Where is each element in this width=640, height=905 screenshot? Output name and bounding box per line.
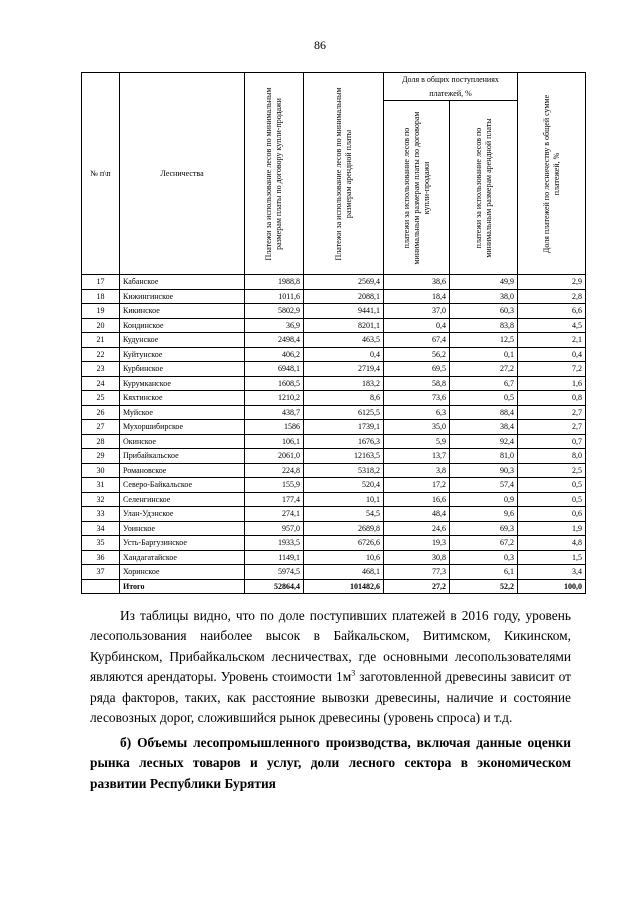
table-row [82, 420, 586, 435]
forestry-name: Курумканское [120, 376, 245, 391]
row-number: 28 [82, 434, 120, 449]
cell-value: 2088,1 [304, 289, 384, 304]
row-number: 23 [82, 362, 120, 377]
header-share-sale-text: платежи за использование лесов по минимальным размерам платы по договорам купли-продажи [401, 111, 431, 264]
cell-value: 1,5 [518, 550, 586, 565]
row-number: 24 [82, 376, 120, 391]
cell-value: 6726,6 [304, 536, 384, 551]
table-row [82, 536, 586, 551]
row-number: 36 [82, 550, 120, 565]
cell-value: 12163,5 [304, 449, 384, 464]
cell-value: 0,4 [384, 318, 450, 333]
cell-value: 13,7 [384, 449, 450, 464]
cell-value: 0,5 [450, 391, 518, 406]
cell-value: 2719,4 [304, 362, 384, 377]
cell-value: 1,6 [518, 376, 586, 391]
total-value: 52,2 [450, 579, 518, 594]
table-row [82, 434, 586, 449]
header-payments-min-lease-text: Платежи за использование лесов по минимальным размерам арендной платы [333, 86, 353, 261]
cell-value: 60,3 [450, 304, 518, 319]
cell-value: 56,2 [384, 347, 450, 362]
cell-value: 57,4 [450, 478, 518, 493]
cell-value: 19,3 [384, 536, 450, 551]
cell-value: 6125,5 [304, 405, 384, 420]
forestry-name: Курбинское [120, 362, 245, 377]
header-payments-min-sale [245, 73, 304, 275]
cell-value: 1210,2 [245, 391, 304, 406]
cell-value: 38,4 [450, 420, 518, 435]
cell-value: 0,1 [450, 347, 518, 362]
cell-value: 1933,5 [245, 536, 304, 551]
header-payments-min-sale-text: Платежи за использование лесов по минимальным размерам платы по договору купли-продажи [264, 86, 283, 261]
table-row [82, 333, 586, 348]
cell-value: 2569,4 [304, 275, 384, 290]
cell-value: 90,3 [450, 463, 518, 478]
row-number: 25 [82, 391, 120, 406]
header-share-total-text: Доля платежей по лесничеству в общей сумме платежей, % [541, 94, 561, 253]
cell-value: 0,4 [304, 347, 384, 362]
cell-value: 1739,1 [304, 420, 384, 435]
forestry-name: Романовское [120, 463, 245, 478]
forestry-name: Кижингинское [120, 289, 245, 304]
forestry-name: Хандагатайское [120, 550, 245, 565]
cell-value: 2,8 [518, 289, 586, 304]
table-row [82, 347, 586, 362]
table-row [82, 391, 586, 406]
table-row [82, 289, 586, 304]
forestry-name: Хоринское [120, 565, 245, 580]
header-share-lease [450, 101, 518, 275]
cell-value: 106,1 [245, 434, 304, 449]
cell-value: 1676,3 [304, 434, 384, 449]
header-share-lease-text: платежи за использование лесов по минимальным размерам арендной платы [473, 117, 493, 258]
row-number: 19 [82, 304, 120, 319]
cell-value: 5318,2 [304, 463, 384, 478]
table-row [82, 478, 586, 493]
table-row [82, 376, 586, 391]
paragraph-analysis-text: Из таблицы видно, что по доле поступивших платежей в 2016 году, уровень лесопользования наиболее высок в Байкальском, Витимском, Кикинском, Курбинском, Прибайкальском лесничествах, где основными лесопользователями являются арендаторы. Уровень стоимости 1м [90, 608, 571, 685]
cell-value: 3,8 [384, 463, 450, 478]
cell-value: 0,5 [518, 492, 586, 507]
row-number: 35 [82, 536, 120, 551]
forestry-name: Кудунское [120, 333, 245, 348]
forestry-name: Кикинское [120, 304, 245, 319]
total-label: Итого [120, 579, 245, 594]
cell-value: 2689,8 [304, 521, 384, 536]
cell-value: 1,9 [518, 521, 586, 536]
page-number: 86 [314, 38, 326, 52]
cell-value: 0,6 [518, 507, 586, 522]
forestry-name: Улан-Удэнское [120, 507, 245, 522]
table-row [82, 565, 586, 580]
table-row [82, 507, 586, 522]
cell-value: 36,9 [245, 318, 304, 333]
cell-value: 0,9 [450, 492, 518, 507]
cell-value: 5802,9 [245, 304, 304, 319]
cell-value: 24,6 [384, 521, 450, 536]
cell-value: 49,9 [450, 275, 518, 290]
cell-value: 67,2 [450, 536, 518, 551]
table-row [82, 362, 586, 377]
cell-value: 177,4 [245, 492, 304, 507]
cell-value: 463,5 [304, 333, 384, 348]
cell-value: 27,2 [450, 362, 518, 377]
cell-value: 0,5 [518, 478, 586, 493]
row-number: 32 [82, 492, 120, 507]
cell-value: 155,9 [245, 478, 304, 493]
cell-value: 520,4 [304, 478, 384, 493]
cell-value: 957,0 [245, 521, 304, 536]
total-value: 101482,6 [304, 579, 384, 594]
cell-value: 83,8 [450, 318, 518, 333]
cell-value: 9,6 [450, 507, 518, 522]
header-forestry: Лесничества [120, 73, 245, 275]
forestry-name: Кондинское [120, 318, 245, 333]
cell-value: 35,0 [384, 420, 450, 435]
cell-value: 2498,4 [245, 333, 304, 348]
cell-value: 5,9 [384, 434, 450, 449]
cell-value: 224,8 [245, 463, 304, 478]
cell-value: 18,4 [384, 289, 450, 304]
cell-value: 0,8 [518, 391, 586, 406]
paragraph-analysis [90, 606, 571, 728]
cell-value: 2061,0 [245, 449, 304, 464]
forestry-name: Прибайкальское [120, 449, 245, 464]
cell-value: 2,7 [518, 405, 586, 420]
cell-value: 1988,8 [245, 275, 304, 290]
cell-value: 73,6 [384, 391, 450, 406]
cell-value: 183,2 [304, 376, 384, 391]
cell-value: 1011,6 [245, 289, 304, 304]
cell-value: 12,5 [450, 333, 518, 348]
forestry-name: Кабанское [120, 275, 245, 290]
total-value: 100,0 [518, 579, 586, 594]
table-body [82, 275, 586, 594]
cell-value: 10,6 [304, 550, 384, 565]
total-row [82, 579, 586, 594]
table-row [82, 492, 586, 507]
cell-value: 16,6 [384, 492, 450, 507]
cell-value: 2,5 [518, 463, 586, 478]
cell-value: 6,1 [450, 565, 518, 580]
row-number: 26 [82, 405, 120, 420]
cell-value: 1149,1 [245, 550, 304, 565]
forestry-name: Мухоршибирское [120, 420, 245, 435]
cell-value: 6,3 [384, 405, 450, 420]
cell-value: 3,4 [518, 565, 586, 580]
table-row [82, 463, 586, 478]
cell-value: 1586 [245, 420, 304, 435]
forestry-name: Уоинское [120, 521, 245, 536]
row-number: 37 [82, 565, 120, 580]
forestry-name: Окинское [120, 434, 245, 449]
total-value: 27,2 [384, 579, 450, 594]
header-num: № п\п [82, 73, 120, 275]
table-row [82, 550, 586, 565]
table-row [82, 405, 586, 420]
cell-value: 81,0 [450, 449, 518, 464]
cell-value: 92,4 [450, 434, 518, 449]
forestry-name: Кяхтинское [120, 391, 245, 406]
row-number: 21 [82, 333, 120, 348]
forestry-name: Селенгинское [120, 492, 245, 507]
forestry-name: Усть-Баргузинское [120, 536, 245, 551]
cell-value: 48,4 [384, 507, 450, 522]
cell-value: 54,5 [304, 507, 384, 522]
cell-value: 38,6 [384, 275, 450, 290]
cell-value: 8201,1 [304, 318, 384, 333]
cell-value: 0,7 [518, 434, 586, 449]
forestry-name: Муйское [120, 405, 245, 420]
table-row [82, 449, 586, 464]
cell-value: 274,1 [245, 507, 304, 522]
cell-value: 4,5 [518, 318, 586, 333]
total-number [82, 579, 120, 594]
table-row [82, 521, 586, 536]
cell-value: 69,5 [384, 362, 450, 377]
table-row [82, 275, 586, 290]
cell-value: 4,8 [518, 536, 586, 551]
section-heading: б) Объемы лесопромышленного производства, включая данные оценки рынка лесных товаров и услуг, доли лесного сектора в экономическом развитии Республики Бурятия [90, 735, 571, 791]
forestry-name: Куйтунское [120, 347, 245, 362]
cell-value: 406,2 [245, 347, 304, 362]
cell-value: 6,6 [518, 304, 586, 319]
header-share-sale [384, 101, 450, 275]
row-number: 27 [82, 420, 120, 435]
cell-value: 7,2 [518, 362, 586, 377]
cell-value: 37,0 [384, 304, 450, 319]
row-number: 29 [82, 449, 120, 464]
row-number: 20 [82, 318, 120, 333]
superscript-cubic: 3 [351, 668, 356, 678]
table-row [82, 318, 586, 333]
row-number: 33 [82, 507, 120, 522]
cell-value: 2,1 [518, 333, 586, 348]
cell-value: 468,1 [304, 565, 384, 580]
total-value: 52864,4 [245, 579, 304, 594]
cell-value: 8,6 [304, 391, 384, 406]
paragraph-analysis-text-cont: заготовленной древесины зависит от ряда факторов, таких, как расстояние вывозки древесины, наличие и состояние лесовозных дорог, сложившийся рынок древесины (уровень спроса) и т.д. [90, 669, 571, 726]
cell-value: 438,7 [245, 405, 304, 420]
cell-value: 10,1 [304, 492, 384, 507]
cell-value: 58,8 [384, 376, 450, 391]
cell-value: 6948,1 [245, 362, 304, 377]
cell-value: 1608,5 [245, 376, 304, 391]
cell-value: 17,2 [384, 478, 450, 493]
header-share-group: Доля в общих поступлениях платежей, % [384, 73, 518, 101]
cell-value: 88,4 [450, 405, 518, 420]
cell-value: 30,8 [384, 550, 450, 565]
cell-value: 2,9 [518, 275, 586, 290]
cell-value: 77,3 [384, 565, 450, 580]
cell-value: 9441,1 [304, 304, 384, 319]
cell-value: 2,7 [518, 420, 586, 435]
cell-value: 8,0 [518, 449, 586, 464]
cell-value: 69,3 [450, 521, 518, 536]
row-number: 34 [82, 521, 120, 536]
header-payments-min-lease [304, 73, 384, 275]
forestry-payments-table [81, 72, 586, 594]
cell-value: 6,7 [450, 376, 518, 391]
row-number: 17 [82, 275, 120, 290]
table-row [82, 304, 586, 319]
cell-value: 0,3 [450, 550, 518, 565]
row-number: 18 [82, 289, 120, 304]
forestry-name: Северо-Байкальское [120, 478, 245, 493]
row-number: 31 [82, 478, 120, 493]
cell-value: 67,4 [384, 333, 450, 348]
cell-value: 0,4 [518, 347, 586, 362]
row-number: 22 [82, 347, 120, 362]
cell-value: 38,0 [450, 289, 518, 304]
row-number: 30 [82, 463, 120, 478]
header-share-total [518, 73, 586, 275]
cell-value: 5974,5 [245, 565, 304, 580]
